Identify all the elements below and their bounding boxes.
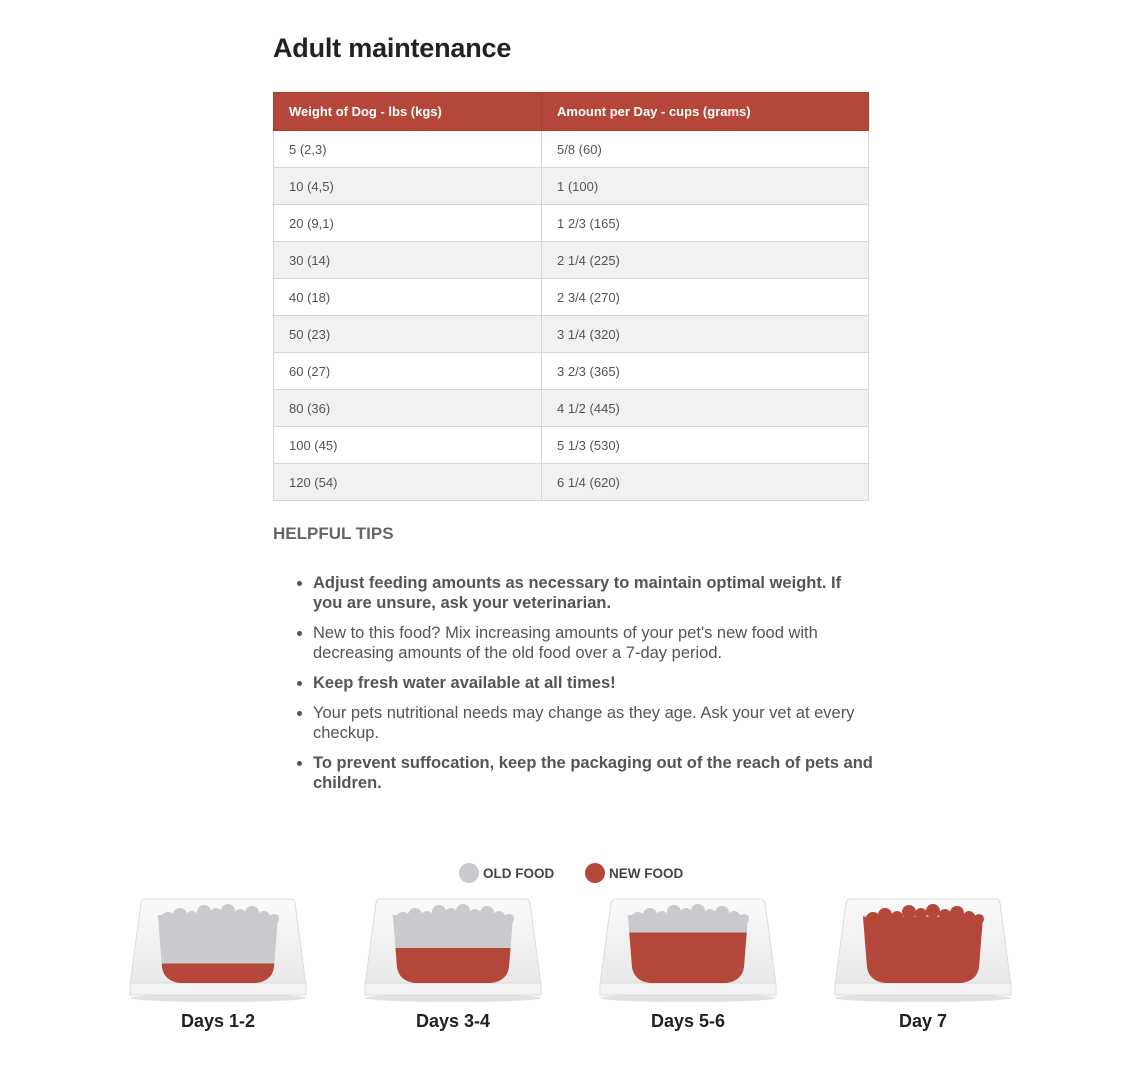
tips-list: [273, 573, 873, 803]
day-label: Day 7: [898, 1011, 948, 1031]
column-header-weight: Weight of Dog - lbs (kgs): [274, 93, 542, 131]
weight-cell: 50 (23): [274, 316, 542, 353]
weight-cell: 80 (36): [274, 390, 542, 427]
feeding-table: [273, 92, 869, 501]
day-label: Days 1-2: [180, 1011, 256, 1031]
amount-cell: 2 1/4 (225): [542, 242, 869, 279]
page-title: Adult maintenance: [273, 33, 512, 63]
table-row: [274, 390, 869, 427]
table-row: [274, 316, 869, 353]
bowl-1: [128, 895, 308, 1005]
column-header-amount: Amount per Day - cups (grams): [542, 93, 869, 131]
day-label: Days 3-4: [415, 1011, 491, 1031]
table-row: [274, 131, 869, 168]
amount-cell: 1 (100): [542, 168, 869, 205]
table-header-row: [274, 93, 869, 131]
legend-old-food: [459, 863, 554, 883]
table-row: [274, 242, 869, 279]
tips-heading: HELPFUL TIPS: [273, 524, 394, 543]
bowl-illustration-icon: [833, 895, 1013, 1005]
weight-cell: 5 (2,3): [274, 131, 542, 168]
bowl-illustration-icon: [128, 895, 308, 1005]
weight-cell: 10 (4,5): [274, 168, 542, 205]
old-food-swatch-icon: [459, 863, 479, 883]
bowl-illustration-icon: [598, 895, 778, 1005]
amount-cell: 5/8 (60): [542, 131, 869, 168]
bowl-3: [598, 895, 778, 1005]
tip-item: • Your pets nutritional needs may change as they age. Ask your vet at every checkup.: [313, 703, 873, 743]
weight-cell: 30 (14): [274, 242, 542, 279]
weight-cell: 60 (27): [274, 353, 542, 390]
tip-item: • Keep fresh water available at all times!: [313, 673, 873, 693]
legend-new-food: [585, 863, 683, 883]
bowl-illustration-icon: [363, 895, 543, 1005]
weight-cell: 20 (9,1): [274, 205, 542, 242]
table-row: [274, 353, 869, 390]
table-row: [274, 427, 869, 464]
amount-cell: 3 1/4 (320): [542, 316, 869, 353]
tip-item: • Adjust feeding amounts as necessary to maintain optimal weight. If you are unsure, ask your veterinarian.: [313, 573, 873, 613]
amount-cell: 6 1/4 (620): [542, 464, 869, 501]
bowl-4: [833, 895, 1013, 1005]
amount-cell: 3 2/3 (365): [542, 353, 869, 390]
weight-cell: 40 (18): [274, 279, 542, 316]
weight-cell: 120 (54): [274, 464, 542, 501]
new-food-fill: [853, 917, 993, 985]
amount-cell: 5 1/3 (530): [542, 427, 869, 464]
day-label: Days 5-6: [650, 1011, 726, 1031]
weight-cell: 100 (45): [274, 427, 542, 464]
new-food-fill: [618, 933, 758, 986]
legend-old-label: OLD FOOD: [483, 865, 555, 881]
food-legend: [0, 863, 1145, 885]
amount-cell: 1 2/3 (165): [542, 205, 869, 242]
legend-new-label: NEW FOOD: [609, 865, 684, 881]
amount-cell: 4 1/2 (445): [542, 390, 869, 427]
tip-item: • New to this food? Mix increasing amounts of your pet's new food with decreasing amounts of the old food over a 7-day period.: [313, 623, 873, 663]
table-row: [274, 168, 869, 205]
tip-item: • To prevent suffocation, keep the packaging out of the reach of pets and children.: [313, 753, 873, 793]
table-row: [274, 279, 869, 316]
bowl-2: [363, 895, 543, 1005]
table-row: [274, 205, 869, 242]
new-food-swatch-icon: [585, 863, 605, 883]
amount-cell: 2 3/4 (270): [542, 279, 869, 316]
table-row: [274, 464, 869, 501]
